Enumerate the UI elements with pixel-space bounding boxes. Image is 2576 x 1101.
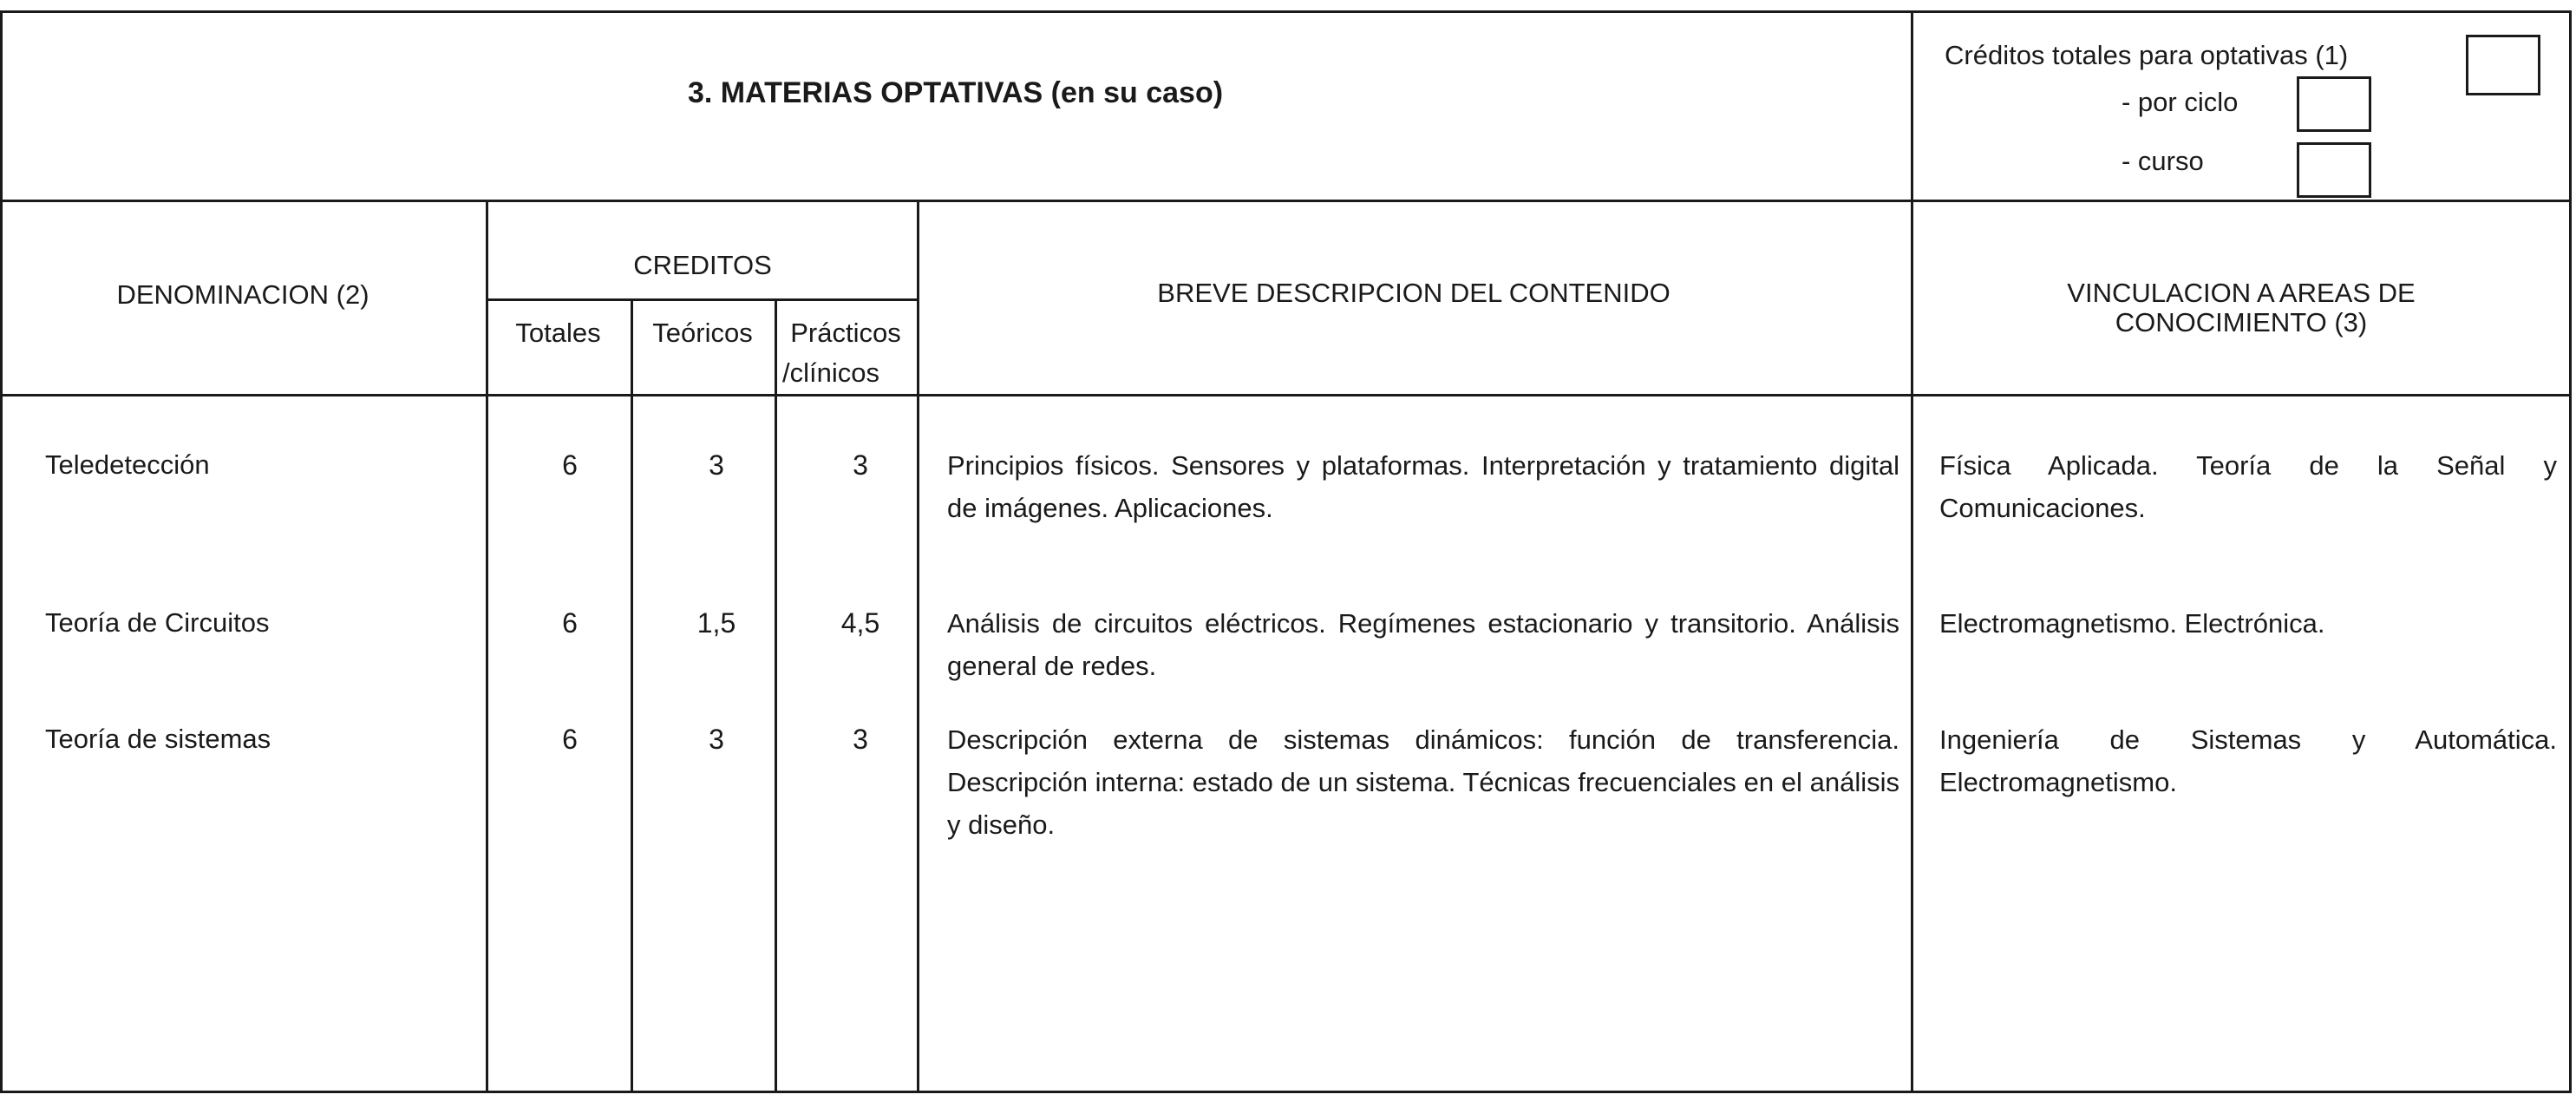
row-3-practicos: 3 bbox=[853, 724, 868, 755]
row-1-totales: 6 bbox=[562, 449, 578, 481]
rule-top bbox=[0, 10, 2572, 13]
course-box[interactable] bbox=[2297, 142, 2371, 198]
row-2-name: Teoría de Circuitos bbox=[45, 607, 270, 638]
rule-left bbox=[0, 10, 3, 1093]
course-label: - curso bbox=[2122, 146, 2204, 176]
row-2-areas: Electromagnetismo. Electrónica. bbox=[1939, 608, 2325, 639]
row-1-descripcion: Principios físicos. Sensores y plataformas. Interpretación y tratamiento digital de imágenes. Aplicaciones. bbox=[947, 450, 1899, 523]
page-title: 3. MATERIAS OPTATIVAS (en su caso) bbox=[687, 76, 1224, 109]
column-denominacion: DENOMINACION (2) bbox=[116, 279, 369, 310]
rule-bottom bbox=[0, 1091, 2572, 1093]
column-totales: Totales bbox=[515, 318, 601, 348]
column-creditos: CREDITOS bbox=[633, 250, 772, 280]
rule-after-teoricos bbox=[775, 298, 777, 1093]
rule-header-bottom bbox=[0, 200, 2572, 202]
row-2-totales: 6 bbox=[562, 607, 578, 639]
row-3-teoricos: 3 bbox=[709, 724, 724, 755]
column-descripcion: BREVE DESCRIPCION DEL CONTENIDO bbox=[1157, 278, 1670, 308]
row-2-teoricos: 1,5 bbox=[696, 607, 736, 639]
rule-columns-bottom bbox=[0, 394, 2572, 396]
row-1-name: Teledetección bbox=[45, 449, 210, 480]
row-2-descripcion: Análisis de circuitos eléctricos. Regímenes estacionario y transitorio. Análisis general de redes. bbox=[947, 608, 1899, 681]
credits-total-box[interactable] bbox=[2466, 35, 2540, 95]
rule-header-credits bbox=[1911, 10, 1913, 202]
rule-right bbox=[2569, 10, 2572, 1093]
row-1-teoricos: 3 bbox=[709, 449, 724, 481]
column-practicos-line1: Prácticos bbox=[790, 318, 901, 348]
row-3-areas: Ingeniería de Sistemas y Automática. Electromagnetismo. bbox=[1939, 724, 2557, 797]
row-3-name: Teoría de sistemas bbox=[45, 724, 271, 754]
row-3-descripcion: Descripción externa de sistemas dinámicos: función de transferencia. Descripción interna: estado de un sistema. Técnicas frecuenciales en el análisis y diseño. bbox=[947, 724, 1899, 840]
row-1-areas: Física Aplicada. Teoría de la Señal y Comunicaciones. bbox=[1939, 450, 2557, 523]
row-1-practicos: 3 bbox=[853, 449, 868, 481]
row-3-totales: 6 bbox=[562, 724, 578, 755]
rule-after-totales bbox=[631, 298, 633, 1093]
credits-total-label: Créditos totales para optativas (1) bbox=[1945, 40, 2349, 70]
per-cycle-box[interactable] bbox=[2297, 76, 2371, 132]
column-teoricos: Teóricos bbox=[652, 318, 753, 348]
column-vinculacion-line2: CONOCIMIENTO (3) bbox=[2115, 307, 2368, 338]
column-vinculacion-line1: VINCULACION A AREAS DE bbox=[2067, 278, 2416, 308]
rule-creditos-sub bbox=[486, 298, 919, 301]
row-2-practicos: 4,5 bbox=[840, 607, 880, 639]
column-practicos-line2: /clínicos bbox=[782, 357, 879, 388]
per-cycle-label: - por ciclo bbox=[2122, 87, 2239, 117]
rule-after-practicos bbox=[917, 200, 919, 1093]
